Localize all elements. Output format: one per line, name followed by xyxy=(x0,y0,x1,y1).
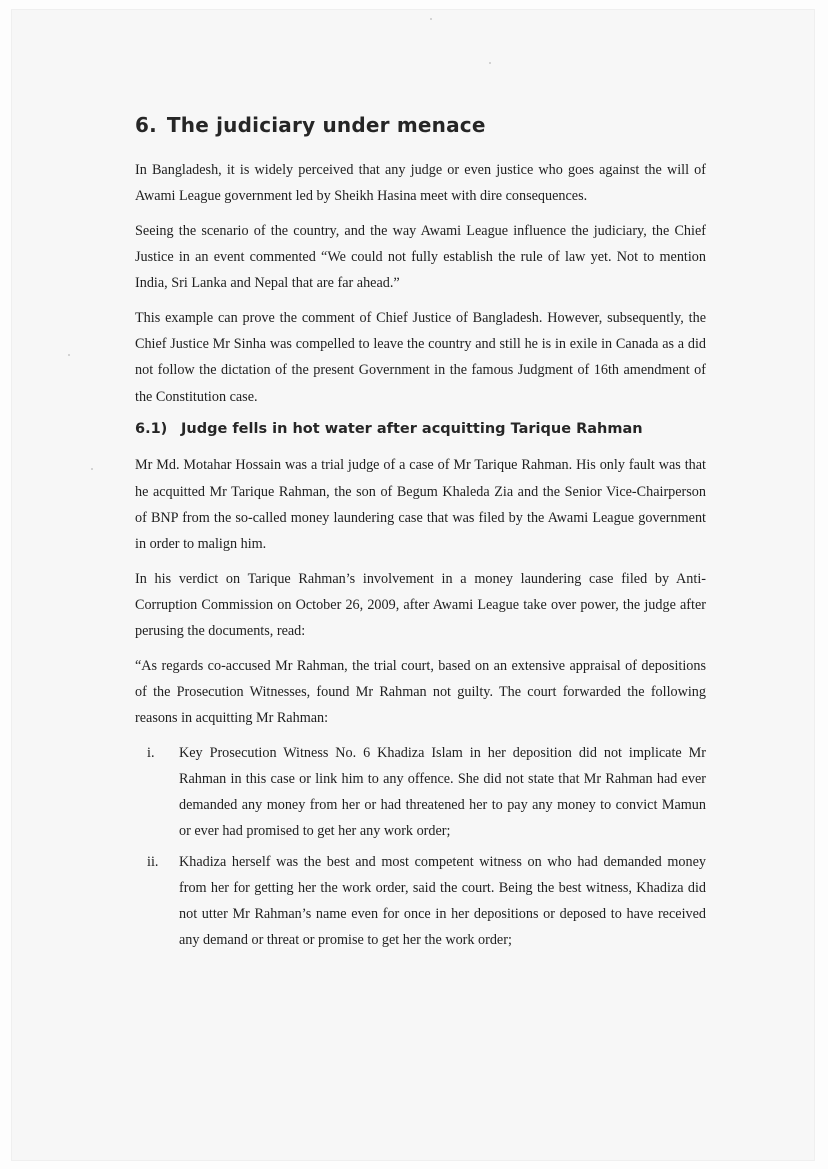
list-item-text: Khadiza herself was the best and most competent witness on who had demanded money from her for getting her the work order, said the court. Being the best witness, Khadiza did not utter Mr Rahman’s name even for once in her depositions or deposed to have received any demand or threat or promise to get her the work order; xyxy=(179,853,706,949)
section-title: The judiciary under menace xyxy=(166,113,486,137)
section-number: 6. xyxy=(135,113,157,137)
paragraph: Seeing the scenario of the country, and the way Awami League influence the judiciary, the Chief Justice in an event commented “We could not fully establish the rule of law yet. Not to mention India, Sri Lanka and Nepal that are far ahead.” xyxy=(135,222,706,292)
list-item xyxy=(135,849,706,954)
list-numeral: i. xyxy=(147,744,155,761)
scan-speck xyxy=(430,18,432,20)
section-heading xyxy=(135,110,706,140)
paragraph: In his verdict on Tarique Rahman’s involvement in a money laundering case filed by Anti-Corruption Commission on October 26, 2009, after Awami League take over power, the judge after perusing the documents, read: xyxy=(135,570,706,640)
paragraph: This example can prove the comment of Chief Justice of Bangladesh. However, subsequently, the Chief Justice Mr Sinha was compelled to leave the country and still he is in exile in Canada as a did not follow the dictation of the present Government in the famous Judgment of 16th amendment of the Constitution case. xyxy=(135,310,706,405)
subsection-heading xyxy=(135,418,706,440)
paragraph: In Bangladesh, it is widely perceived that any judge or even justice who goes against the will of Awami League government led by Sheikh Hasina meet with dire consequences. xyxy=(135,162,706,205)
document-content xyxy=(135,110,706,957)
scan-speck xyxy=(91,468,93,470)
subsection-title: Judge fells in hot water after acquitting Tarique Rahman xyxy=(181,421,643,438)
subsection-number: 6.1) xyxy=(135,421,168,438)
list-numeral: ii. xyxy=(147,853,159,870)
scan-speck xyxy=(489,62,491,64)
scan-speck xyxy=(68,354,70,356)
paragraph: “As regards co-accused Mr Rahman, the trial court, based on an extensive appraisal of depositions of the Prosecution Witnesses, found Mr Rahman not guilty. The court forwarded the following reasons in acquitting Mr Rahman: xyxy=(135,657,706,727)
list-item xyxy=(135,740,706,845)
paragraph: Mr Md. Motahar Hossain was a trial judge of a case of Mr Tarique Rahman. His only fault was that he acquitted Mr Tarique Rahman, the son of Begum Khaleda Zia and the Senior Vice-Chairperson of BNP from the so-called money laundering case that was filed by the Awami League government in order to malign him. xyxy=(135,457,706,552)
list-item-text: Key Prosecution Witness No. 6 Khadiza Islam in her deposition did not implicate Mr Rahman in this case or link him to any offence. She did not state that Mr Rahman had ever demanded any money from her or had threatened her to pay any money to convict Mamun or ever had promised to get her any work order; xyxy=(179,744,706,840)
reasons-list xyxy=(135,740,706,954)
